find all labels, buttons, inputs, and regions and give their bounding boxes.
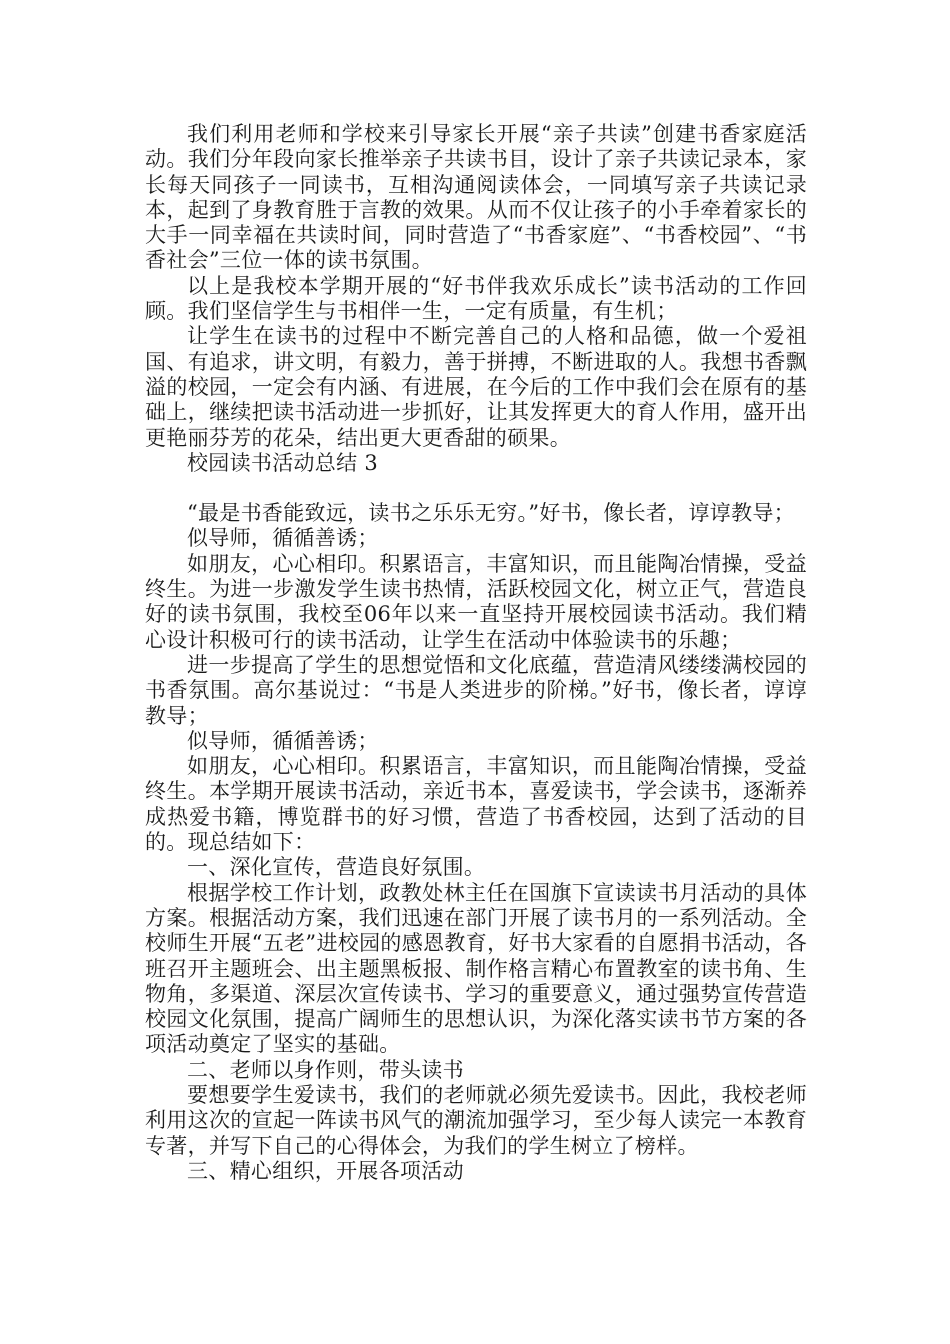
paragraph: 似导师，循循善诱； (187, 728, 379, 753)
paragraph: 以上是我校本学期开展的“好书伴我欢乐成长”读书活动的工作回顾。我们坚信学生与书相伴一生，一定有质量，有生机； (145, 273, 807, 324)
document-body (145, 122, 807, 1184)
heading-two: 二、老师以身作则，带头读书 (187, 1057, 464, 1082)
paragraph: 进一步提高了学生的思想觉悟和文化底蕴，营造清风缕缕满校园的书香氛围。高尔基说过：“书是人类进步的阶梯。”好书，像长者，谆谆教导； (145, 652, 807, 728)
paragraph: 如朋友，心心相印。积累语言，丰富知识，而且能陶冶情操，受益终生。本学期开展读书活动，亲近书本，喜爱读书，学会读书，逐渐养成热爱书籍，博览群书的好习惯，营造了书香校园，达到了活动的目的。现总结如下： (145, 754, 807, 855)
paragraph: 要想要学生爱读书，我们的老师就必须先爱读书。因此，我校老师利用这次的宣起一阵读书风气的潮流加强学习，至少每人读完一本教育专著，并写下自己的心得体会，为我们的学生树立了榜样。 (145, 1082, 807, 1158)
section-title: 校园读书活动总结 3 (187, 450, 379, 475)
paragraph: 如朋友，心心相印。积累语言，丰富知识，而且能陶冶情操，受益终生。为进一步激发学生读书热情，活跃校园文化，树立正气，营造良好的读书氛围，我校至06年以来一直坚持开展校园读书活动。我们精心设计积极可行的读书活动，让学生在活动中体验读书的乐趣； (145, 551, 807, 652)
paragraph: 让学生在读书的过程中不断完善自己的人格和品德，做一个爱祖国、有追求，讲文明，有毅力，善于拼搏，不断进取的人。我想书香飘溢的校园，一定会有内涵、有进展，在今后的工作中我们会在原有的基础上，继续把读书活动进一步抓好，让其发挥更大的育人作用，盛开出更艳丽芬芳的花朵，结出更大更香甜的硕果。 (145, 324, 807, 450)
paragraph: “最是书香能致远，读书之乐乐无穷。”好书，像长者，谆谆教导； (187, 501, 795, 526)
blank-line (145, 476, 807, 501)
heading-one: 一、深化宣传，营造良好氛围。 (187, 855, 486, 880)
paragraph: 根据学校工作计划，政教处林主任在国旗下宣读读书月活动的具体方案。根据活动方案，我们迅速在部门开展了读书月的一系列活动。全校师生开展“五老”进校园的感恩教育，好书大家看的自愿捐书活动，各班召开主题班会、出主题黑板报、制作格言精心布置教室的读书角、生物角，多渠道、深层次宣传读书、学习的重要意义，通过强势宣传营造校园文化氛围，提高广阔师生的思想认识，为深化落实读书节方案的各项活动奠定了坚实的基础。 (145, 880, 807, 1057)
heading-three: 三、精心组织，开展各项活动 (187, 1158, 464, 1183)
paragraph: 我们利用老师和学校来引导家长开展“亲子共读”创建书香家庭活动。我们分年段向家长推举亲子共读书目，设计了亲子共读记录本，家长每天同孩子一同读书，互相沟通阅读体会，一同填写亲子共读记录本，起到了身教育胜于言教的效果。从而不仅让孩子的小手牵着家长的大手一同幸福在共读时间，同时营造了“书香家庭”、“书香校园”、“书香社会”三位一体的读书氛围。 (145, 122, 807, 273)
paragraph: 似导师，循循善诱； (187, 526, 379, 551)
